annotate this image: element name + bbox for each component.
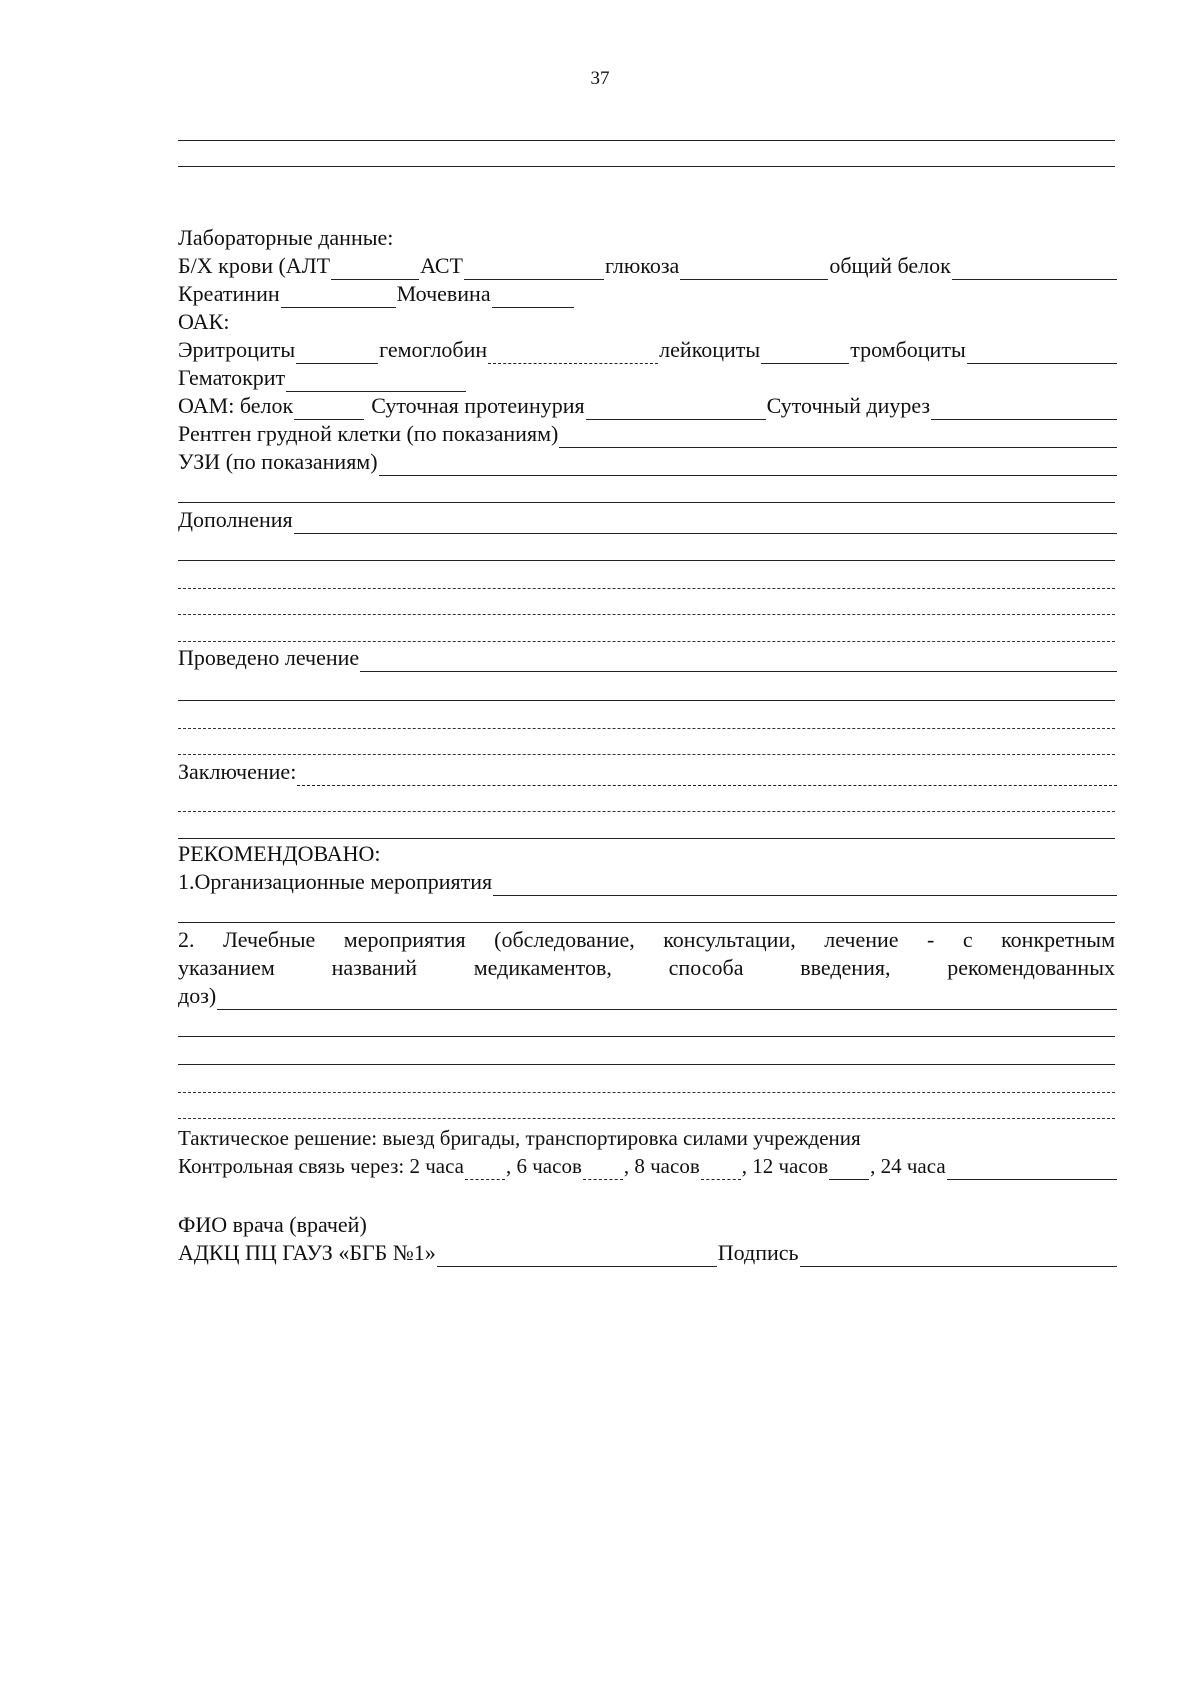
blank-line[interactable] bbox=[178, 614, 1115, 615]
xray-row: Рентген грудной клетки (по показаниям) bbox=[178, 420, 1118, 448]
xray-field[interactable] bbox=[559, 427, 1117, 448]
blank-line[interactable] bbox=[178, 1092, 1115, 1093]
ultrasound-row: УЗИ (по показаниям) bbox=[178, 448, 1118, 476]
daily-proteinuria-field[interactable] bbox=[586, 399, 766, 420]
conclusion-field[interactable] bbox=[297, 765, 1117, 786]
blank-line[interactable] bbox=[178, 588, 1115, 589]
control-12h-field[interactable] bbox=[829, 1159, 869, 1180]
daily-diuresis-field[interactable] bbox=[931, 399, 1117, 420]
ultrasound-field[interactable] bbox=[379, 455, 1117, 476]
hemoglobin-field[interactable] bbox=[488, 343, 658, 364]
additions-field[interactable] bbox=[294, 513, 1117, 534]
ast-field[interactable] bbox=[464, 259, 604, 280]
control-contact-row: Контрольная связь через: 2 часа , 6 часов , 8 часов , 12 часов , 24 часа bbox=[178, 1152, 1118, 1180]
doses-field[interactable] bbox=[217, 989, 1117, 1010]
total-protein-field[interactable] bbox=[952, 259, 1117, 280]
page-number: 37 bbox=[590, 68, 610, 89]
blank-line[interactable] bbox=[178, 641, 1115, 642]
doctor-org-row: АДКЦ ПЦ ГАУЗ «БГБ №1» Подпись bbox=[178, 1239, 1118, 1267]
lab-data-title: Лабораторные данные: bbox=[178, 225, 394, 250]
blank-line[interactable] bbox=[178, 560, 1115, 561]
blank-line[interactable] bbox=[178, 838, 1115, 839]
organizational-field[interactable] bbox=[493, 875, 1117, 896]
kidney-row: Креатинин Мочевина bbox=[178, 280, 1118, 308]
treatment-row: Проведено лечение bbox=[178, 644, 1118, 672]
platelets-field[interactable] bbox=[967, 343, 1117, 364]
blank-line[interactable] bbox=[178, 166, 1115, 167]
blank-line[interactable] bbox=[178, 811, 1115, 812]
oak-label: ОАК: bbox=[178, 309, 230, 334]
doses-row: доз) bbox=[178, 982, 1118, 1010]
blood-count-row: Эритроциты гемоглобин лейкоциты тромбоциты bbox=[178, 336, 1118, 364]
blank-line[interactable] bbox=[178, 140, 1115, 141]
treatment-measures-line-2: указанием названий медикаментов, способа введения, рекомендованных bbox=[178, 955, 1115, 980]
blank-line[interactable] bbox=[178, 1036, 1115, 1037]
hematocrit-field[interactable] bbox=[286, 371, 466, 392]
blank-line[interactable] bbox=[178, 754, 1115, 755]
erythrocytes-field[interactable] bbox=[296, 343, 378, 364]
urine-protein-field[interactable] bbox=[294, 399, 364, 420]
urinalysis-row: ОАМ: белок Суточная протеинурия Суточный диурез bbox=[178, 392, 1118, 420]
treatment-measures-line-1: 2. Лечебные мероприятия (обследование, консультации, лечение - с конкретным bbox=[178, 927, 1115, 952]
blank-line[interactable] bbox=[178, 700, 1115, 701]
doctor-name-field[interactable] bbox=[437, 1246, 717, 1267]
recommended-title: РЕКОМЕНДОВАНО: bbox=[178, 841, 381, 866]
biochem-row: Б/Х крови (АЛТ АСТ глюкоза общий белок bbox=[178, 252, 1118, 280]
treatment-field[interactable] bbox=[360, 651, 1117, 672]
creatinine-field[interactable] bbox=[281, 287, 396, 308]
blank-line[interactable] bbox=[178, 728, 1115, 729]
blank-line[interactable] bbox=[178, 1064, 1115, 1065]
blank-line[interactable] bbox=[178, 1118, 1115, 1119]
tactical-decision: Тактическое решение: выезд бригады, транспортировка силами учреждения bbox=[178, 1126, 861, 1150]
signature-field[interactable] bbox=[800, 1246, 1117, 1267]
urea-field[interactable] bbox=[492, 287, 574, 308]
glucose-field[interactable] bbox=[680, 259, 828, 280]
organizational-row: 1.Организационные мероприятия bbox=[178, 868, 1118, 896]
additions-row: Дополнения bbox=[178, 506, 1118, 534]
doctor-fio-label: ФИО врача (врачей) bbox=[178, 1212, 367, 1237]
conclusion-row: Заключение: bbox=[178, 758, 1118, 786]
control-8h-field[interactable] bbox=[701, 1159, 741, 1180]
blank-line[interactable] bbox=[178, 502, 1115, 503]
hematocrit-row: Гематокрит bbox=[178, 364, 1118, 392]
control-24h-field[interactable] bbox=[947, 1159, 1117, 1180]
leukocytes-field[interactable] bbox=[761, 343, 849, 364]
alt-field[interactable] bbox=[331, 259, 419, 280]
blank-line[interactable] bbox=[178, 922, 1115, 923]
control-2h-field[interactable] bbox=[465, 1159, 505, 1180]
control-6h-field[interactable] bbox=[583, 1159, 623, 1180]
